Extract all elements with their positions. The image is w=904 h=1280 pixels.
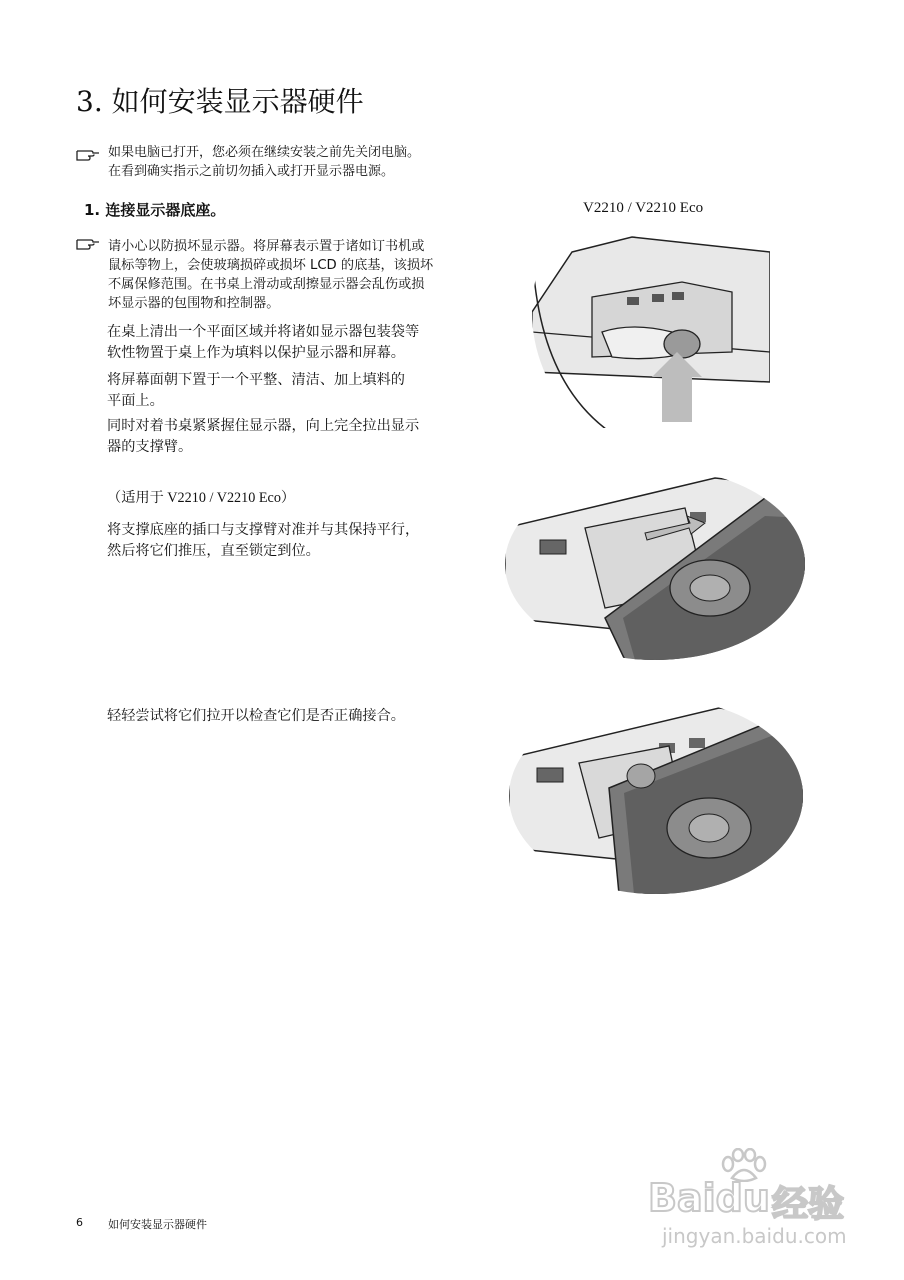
footer-section: 如何安装显示器硬件	[108, 1218, 207, 1231]
note-line: 请小心以防损坏显示器。将屏幕表示置于诸如订书机或	[108, 239, 425, 254]
pointing-hand-icon	[76, 148, 100, 162]
text-line: 平面上。	[107, 393, 164, 409]
note-line: 鼠标等物上，会使玻璃损碎或损坏 LCD 的底基，该损坏	[108, 258, 434, 273]
note-line: 不属保修范围。在书桌上滑动或刮擦显示器会乱伤或损	[108, 277, 425, 292]
note-line: 如果电脑已打开，您必须在继续安装之前先关闭电脑。	[108, 145, 421, 160]
text-line: 器的支撑臂。	[107, 439, 193, 455]
figure-caption: V2210 / V2210 Eco	[583, 200, 704, 216]
step-heading: 1. 连接显示器底座。	[84, 201, 226, 219]
instruction-check-engaged: 轻轻尝试将它们拉开以检查它们是否正确接合。	[107, 708, 405, 724]
page-number: 6	[76, 1216, 83, 1229]
applies-to-note: （适用于 V2210 / V2210 Eco）	[107, 490, 296, 506]
brand-left: Bai	[648, 1176, 716, 1220]
text-line: 同时对着书桌紧紧握住显示器，向上完全拉出显示	[107, 418, 420, 434]
note-line: 在看到确实指示之前切勿插入或打开显示器电源。	[108, 164, 395, 179]
text-line: 软性物置于桌上作为填料以保护显示器和屏幕。	[107, 345, 405, 361]
instruction-align-base	[107, 520, 487, 562]
instruction-clear-area	[107, 322, 487, 364]
text-line: 将支撑底座的插口与支撑臂对准并与其保持平行，	[107, 522, 420, 538]
page-title: 3. 如何安装显示器硬件	[76, 85, 364, 118]
text-line: 将屏幕面朝下置于一个平整、清洁、加上填料的	[107, 372, 405, 388]
watermark-url: jingyan.baidu.com	[662, 1224, 847, 1248]
instruction-pull-arm	[107, 416, 487, 458]
watermark-brand	[648, 1176, 770, 1220]
text-line: 在桌上清出一个平面区域并将诸如显示器包装袋等	[107, 324, 420, 340]
instruction-face-down	[107, 370, 487, 412]
note-power-off	[108, 143, 508, 181]
baidu-watermark	[648, 1148, 868, 1248]
note-careful	[108, 237, 488, 313]
note-line: 坏显示器的包围物和控制器。	[108, 296, 280, 311]
illustration-check-base	[509, 698, 803, 894]
illustration-attach-base	[505, 468, 805, 660]
pointing-hand-icon	[76, 237, 100, 251]
illustration-pull-arm	[532, 232, 770, 428]
text-line: 然后将它们推压，直至锁定到位。	[107, 543, 320, 559]
brand-right: du	[715, 1176, 770, 1220]
watermark-brand-cn: 经验	[772, 1184, 845, 1225]
